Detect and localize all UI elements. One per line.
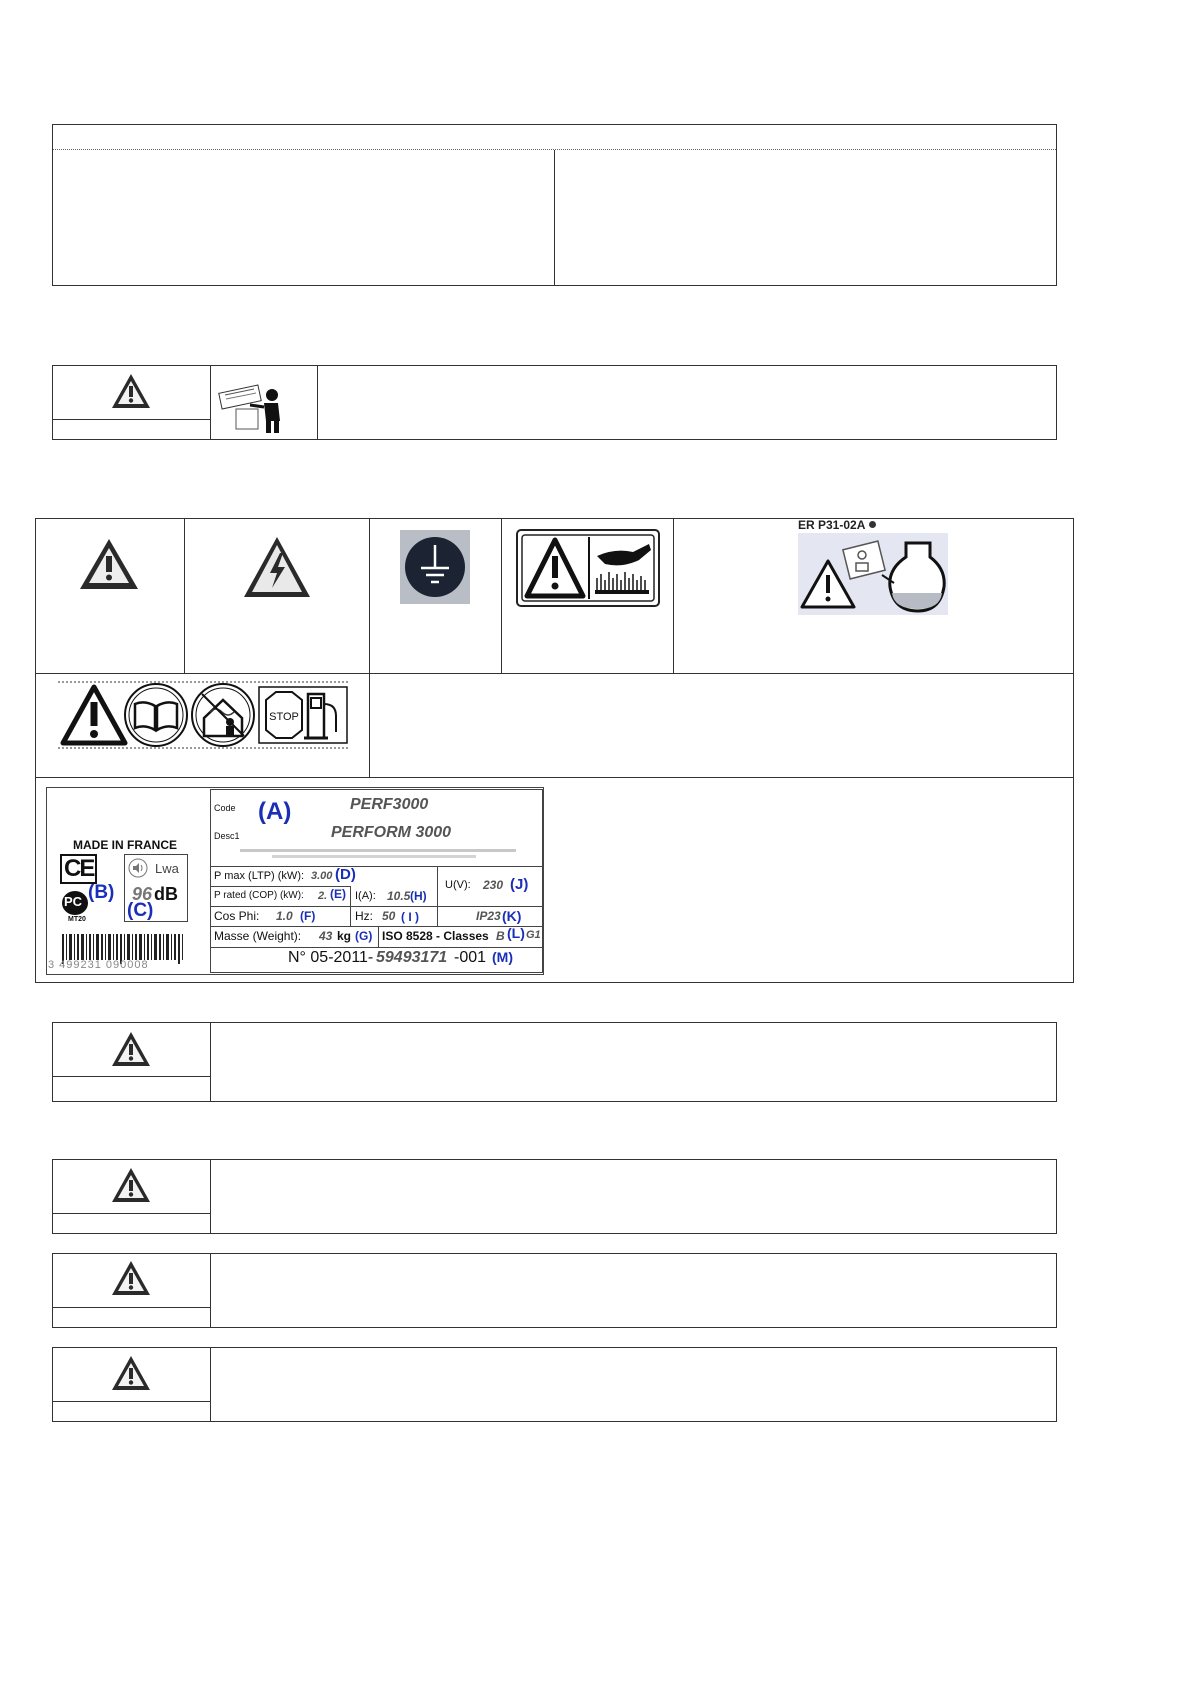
marker-c: (C) (127, 900, 154, 921)
cosphi-label: Cos Phi: (214, 909, 260, 923)
divider (210, 886, 350, 887)
current-value: 10.5 (387, 889, 411, 903)
divider (210, 866, 543, 867)
serial-prefix: N° 05-2011- (288, 949, 374, 966)
marker-k: (K) (502, 908, 522, 924)
current-label: I(A): (355, 890, 376, 902)
warning-triangle-icon (110, 1030, 152, 1068)
marker-e: (E) (330, 887, 346, 901)
warning-box-2 (52, 1159, 1057, 1234)
warning-box-1 (52, 1022, 1057, 1102)
divider (369, 518, 370, 777)
divider (210, 906, 543, 907)
ip-value: IP23 (476, 909, 501, 923)
marker-f: (F) (300, 909, 316, 923)
ce-mark: CE (60, 854, 97, 884)
voltage-value: 230 (483, 878, 504, 892)
pct-mark: PC (64, 894, 83, 909)
iso-value: B (496, 929, 505, 943)
marker-m: (M) (492, 949, 513, 965)
oil-level-icon (798, 519, 948, 615)
serial-suffix: -001 (454, 949, 487, 966)
divider (52, 1076, 210, 1077)
marker-l: (L) (507, 925, 525, 941)
prated-label: P rated (COP) (kW): (214, 890, 304, 901)
marker-b: (B) (88, 882, 115, 903)
divider (210, 926, 543, 927)
warning-triangle-icon (110, 372, 152, 410)
mt-label: MT20 (68, 916, 86, 923)
marker-d: (D) (335, 866, 356, 883)
mass-unit: kg (337, 929, 352, 943)
prated-value: 2. (318, 890, 328, 902)
divider (350, 886, 351, 926)
warning-triangle-icon (78, 537, 140, 591)
marker-a: (A) (258, 798, 292, 825)
pmax-value: 3.00 (311, 870, 333, 882)
operator-label-icon (216, 373, 288, 435)
divider (52, 1307, 210, 1308)
code-label: Code (214, 803, 236, 813)
divider (673, 518, 674, 673)
divider (35, 777, 1074, 778)
divider (378, 926, 379, 947)
lwa-value: 96 (132, 884, 153, 904)
cosphi-value: 1.0 (276, 909, 293, 923)
voltage-label: U(V): (445, 879, 471, 891)
electric-hazard-icon (242, 535, 312, 599)
stop-refuel-icon (258, 686, 348, 744)
divider (437, 866, 438, 926)
header-table-column-divider (554, 150, 555, 286)
warning-triangle-icon (60, 684, 128, 746)
warning-triangle-icon (110, 1166, 152, 1204)
hot-surface-icon (515, 528, 661, 608)
divider (210, 1022, 211, 1102)
svg-text:STOP: STOP (269, 711, 299, 723)
hz-label: Hz: (355, 909, 373, 923)
barcode-number: 3 499231 090008 (48, 959, 149, 971)
speaker-icon (128, 858, 148, 878)
exhaust-fumes-icon (190, 682, 256, 748)
warning-box-3 (52, 1253, 1057, 1328)
dot-icon (869, 521, 876, 528)
lwa-label: Lwa (155, 861, 179, 876)
divider (501, 518, 502, 673)
divider (317, 365, 318, 440)
divider (52, 419, 210, 420)
blurred-text-line (240, 849, 516, 852)
pmax-label: P max (LTP) (kW): (214, 870, 305, 882)
mass-value: 43 (319, 929, 333, 943)
desc-value: PERFORM 3000 (331, 824, 452, 841)
made-in-label: MADE IN FRANCE (73, 838, 177, 852)
divider (210, 365, 211, 440)
earth-ground-icon (400, 530, 470, 604)
iso-tail: G1 (526, 929, 541, 941)
oil-label-code: ER P31-02A (798, 518, 866, 532)
code-value: PERF3000 (350, 796, 429, 813)
iso-label: ISO 8528 - Classes (382, 929, 489, 943)
marker-j: (J) (510, 876, 529, 893)
divider (210, 1159, 211, 1234)
warning-triangle-icon (110, 1259, 152, 1297)
divider (184, 518, 185, 673)
marker-h: (H) (410, 889, 427, 903)
divider (52, 1401, 210, 1402)
divider (35, 673, 1074, 674)
serial-value: 59493171 (376, 949, 448, 966)
divider (210, 947, 543, 948)
divider (210, 1253, 211, 1328)
divider (210, 1347, 211, 1422)
mass-label: Masse (Weight): (214, 929, 302, 943)
hz-value: 50 (382, 909, 396, 923)
operator-warning-table (52, 365, 1057, 440)
blurred-text-line (272, 855, 476, 858)
divider (52, 1213, 210, 1214)
lwa-unit: dB (154, 884, 178, 904)
marker-g: (G) (355, 929, 373, 943)
warning-box-4 (52, 1347, 1057, 1422)
read-manual-icon (123, 682, 189, 748)
desc-label: Desc1 (214, 831, 240, 841)
marker-i: ( I ) (401, 910, 419, 924)
warning-triangle-icon (110, 1354, 152, 1392)
